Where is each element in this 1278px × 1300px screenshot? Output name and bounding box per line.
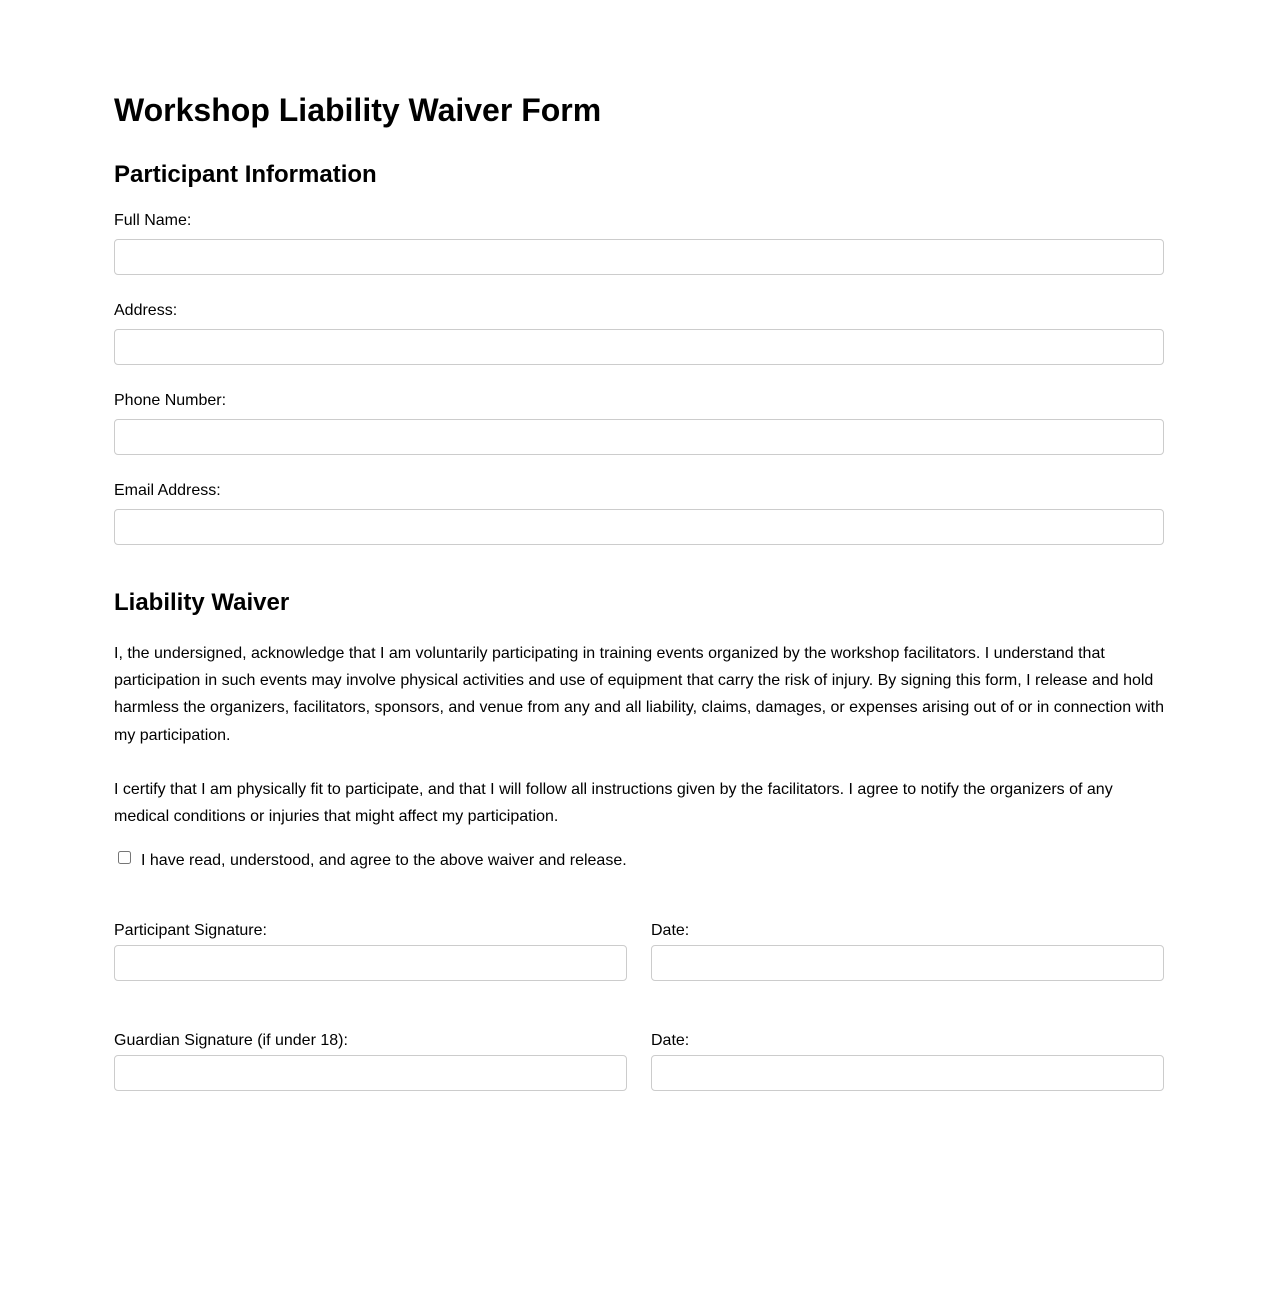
phone-input[interactable] xyxy=(114,419,1164,455)
guardian-date-label: Date: xyxy=(651,1032,690,1049)
email-label: Email Address: xyxy=(114,482,221,499)
participant-info-heading: Participant Information xyxy=(114,161,377,188)
waiver-paragraph-certify: I certify that I am physically fit to participate, and that I will follow all instructions given by the facilitators. I agree to notify the organizers of any medical conditions or injuries that might affect my participation. xyxy=(114,781,1113,826)
address-input[interactable] xyxy=(114,329,1164,365)
liability-waiver-heading: Liability Waiver xyxy=(114,589,290,616)
participant-signature-label: Participant Signature: xyxy=(114,922,267,939)
full-name-input[interactable] xyxy=(114,239,1164,275)
address-label: Address: xyxy=(114,302,178,319)
phone-label: Phone Number: xyxy=(114,392,227,409)
guardian-signature-label: Guardian Signature (if under 18): xyxy=(114,1032,348,1049)
participant-date-input[interactable] xyxy=(651,945,1164,981)
page-title: Workshop Liability Waiver Form xyxy=(114,92,602,128)
participant-date-label: Date: xyxy=(651,922,690,939)
full-name-label: Full Name: xyxy=(114,212,192,229)
agreement-checkbox[interactable] xyxy=(118,851,131,864)
guardian-signature-input[interactable] xyxy=(114,1055,627,1091)
agreement-label: I have read, understood, and agree to the above waiver and release. xyxy=(141,852,627,869)
participant-signature-input[interactable] xyxy=(114,945,627,981)
guardian-date-input[interactable] xyxy=(651,1055,1164,1091)
email-input[interactable] xyxy=(114,509,1164,545)
waiver-paragraph-release: I, the undersigned, acknowledge that I am voluntarily participating in training events organized by the workshop facilitators. I understand that participation in such events may involve physical activities and use of equipment that carry the risk of injury. By signing this form, I release and hold harmless the organizers, facilitators, sponsors, and venue from any and all liability, claims, damages, or expenses arising out of or in connection with my participation. xyxy=(114,645,1164,744)
